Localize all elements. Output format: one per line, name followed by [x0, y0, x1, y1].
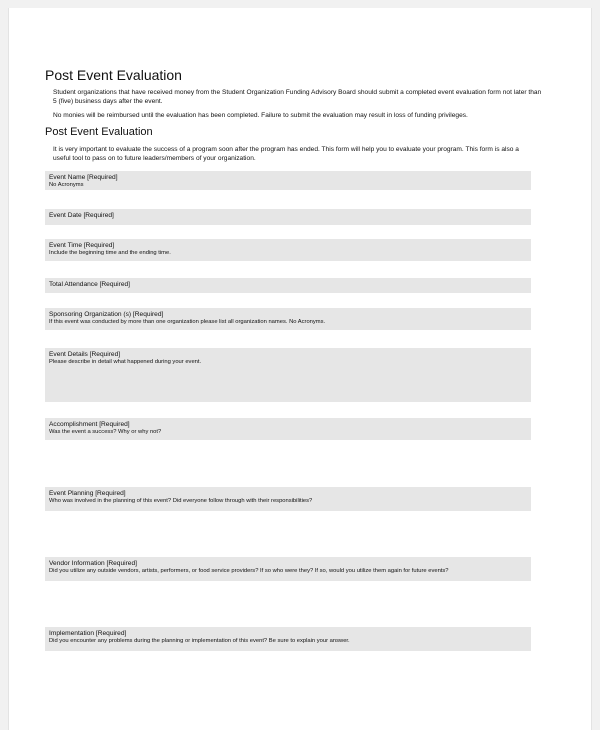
field-sponsoring-organization[interactable] — [45, 308, 531, 330]
field-label: Event Time [Required] — [49, 242, 115, 249]
field-hint: No Acronyms — [49, 182, 84, 188]
field-event-time[interactable] — [45, 239, 531, 261]
field-label: Accomplishment [Required] — [49, 421, 130, 428]
field-vendor-information[interactable] — [45, 557, 531, 581]
field-hint: Include the beginning time and the ending time. — [49, 250, 171, 256]
intro-paragraph: Student organizations that have received money from the Student Organization Funding Advisory Board should submit a completed event evaluation form not later than 5 (five) business days after the event. — [53, 89, 542, 105]
intro-paragraph: No monies will be reimbursed until the evaluation has been completed. Failure to submit the evaluation may result in loss of funding privileges. — [53, 112, 468, 119]
field-event-planning[interactable] — [45, 487, 531, 511]
field-hint: Was the event a success? Why or why not? — [49, 429, 162, 435]
section-title: Post Event Evaluation — [45, 126, 153, 138]
field-label: Total Attendance [Required] — [49, 281, 131, 288]
field-event-details[interactable] — [45, 348, 531, 402]
field-event-name[interactable] — [45, 171, 531, 190]
field-hint: Who was involved in the planning of this event? Did everyone follow through with their responsibilities? — [49, 498, 313, 504]
field-label: Sponsoring Organization (s) [Required] — [49, 311, 164, 318]
field-event-date[interactable] — [45, 209, 531, 225]
field-total-attendance[interactable] — [45, 278, 531, 293]
field-label: Event Name [Required] — [49, 174, 118, 181]
field-hint: Did you utilize any outside vendors, artists, performers, or food service providers? If so who were they? If so, would you utilize them again for future events? — [49, 568, 449, 574]
document-title: Post Event Evaluation — [45, 67, 182, 83]
section-description: It is very important to evaluate the success of a program soon after the program has ended. This form will help you to evaluate your program. This form is also a useful tool to pass on to future leaders/members of your organization. — [53, 146, 519, 162]
field-label: Implementation [Required] — [49, 630, 127, 637]
field-label: Vendor Information [Required] — [49, 560, 137, 567]
field-hint: Please describe in detail what happened during your event. — [49, 359, 202, 365]
field-label: Event Planning [Required] — [49, 490, 126, 497]
field-hint: If this event was conducted by more than one organization please list all organization names. No Acronyms. — [49, 319, 326, 325]
field-label: Event Date [Required] — [49, 212, 114, 219]
field-hint: Did you encounter any problems during the planning or implementation of this event? Be sure to explain your answer. — [49, 638, 350, 644]
field-label: Event Details [Required] — [49, 351, 121, 358]
field-accomplishment[interactable] — [45, 418, 531, 440]
field-implementation[interactable] — [45, 627, 531, 651]
